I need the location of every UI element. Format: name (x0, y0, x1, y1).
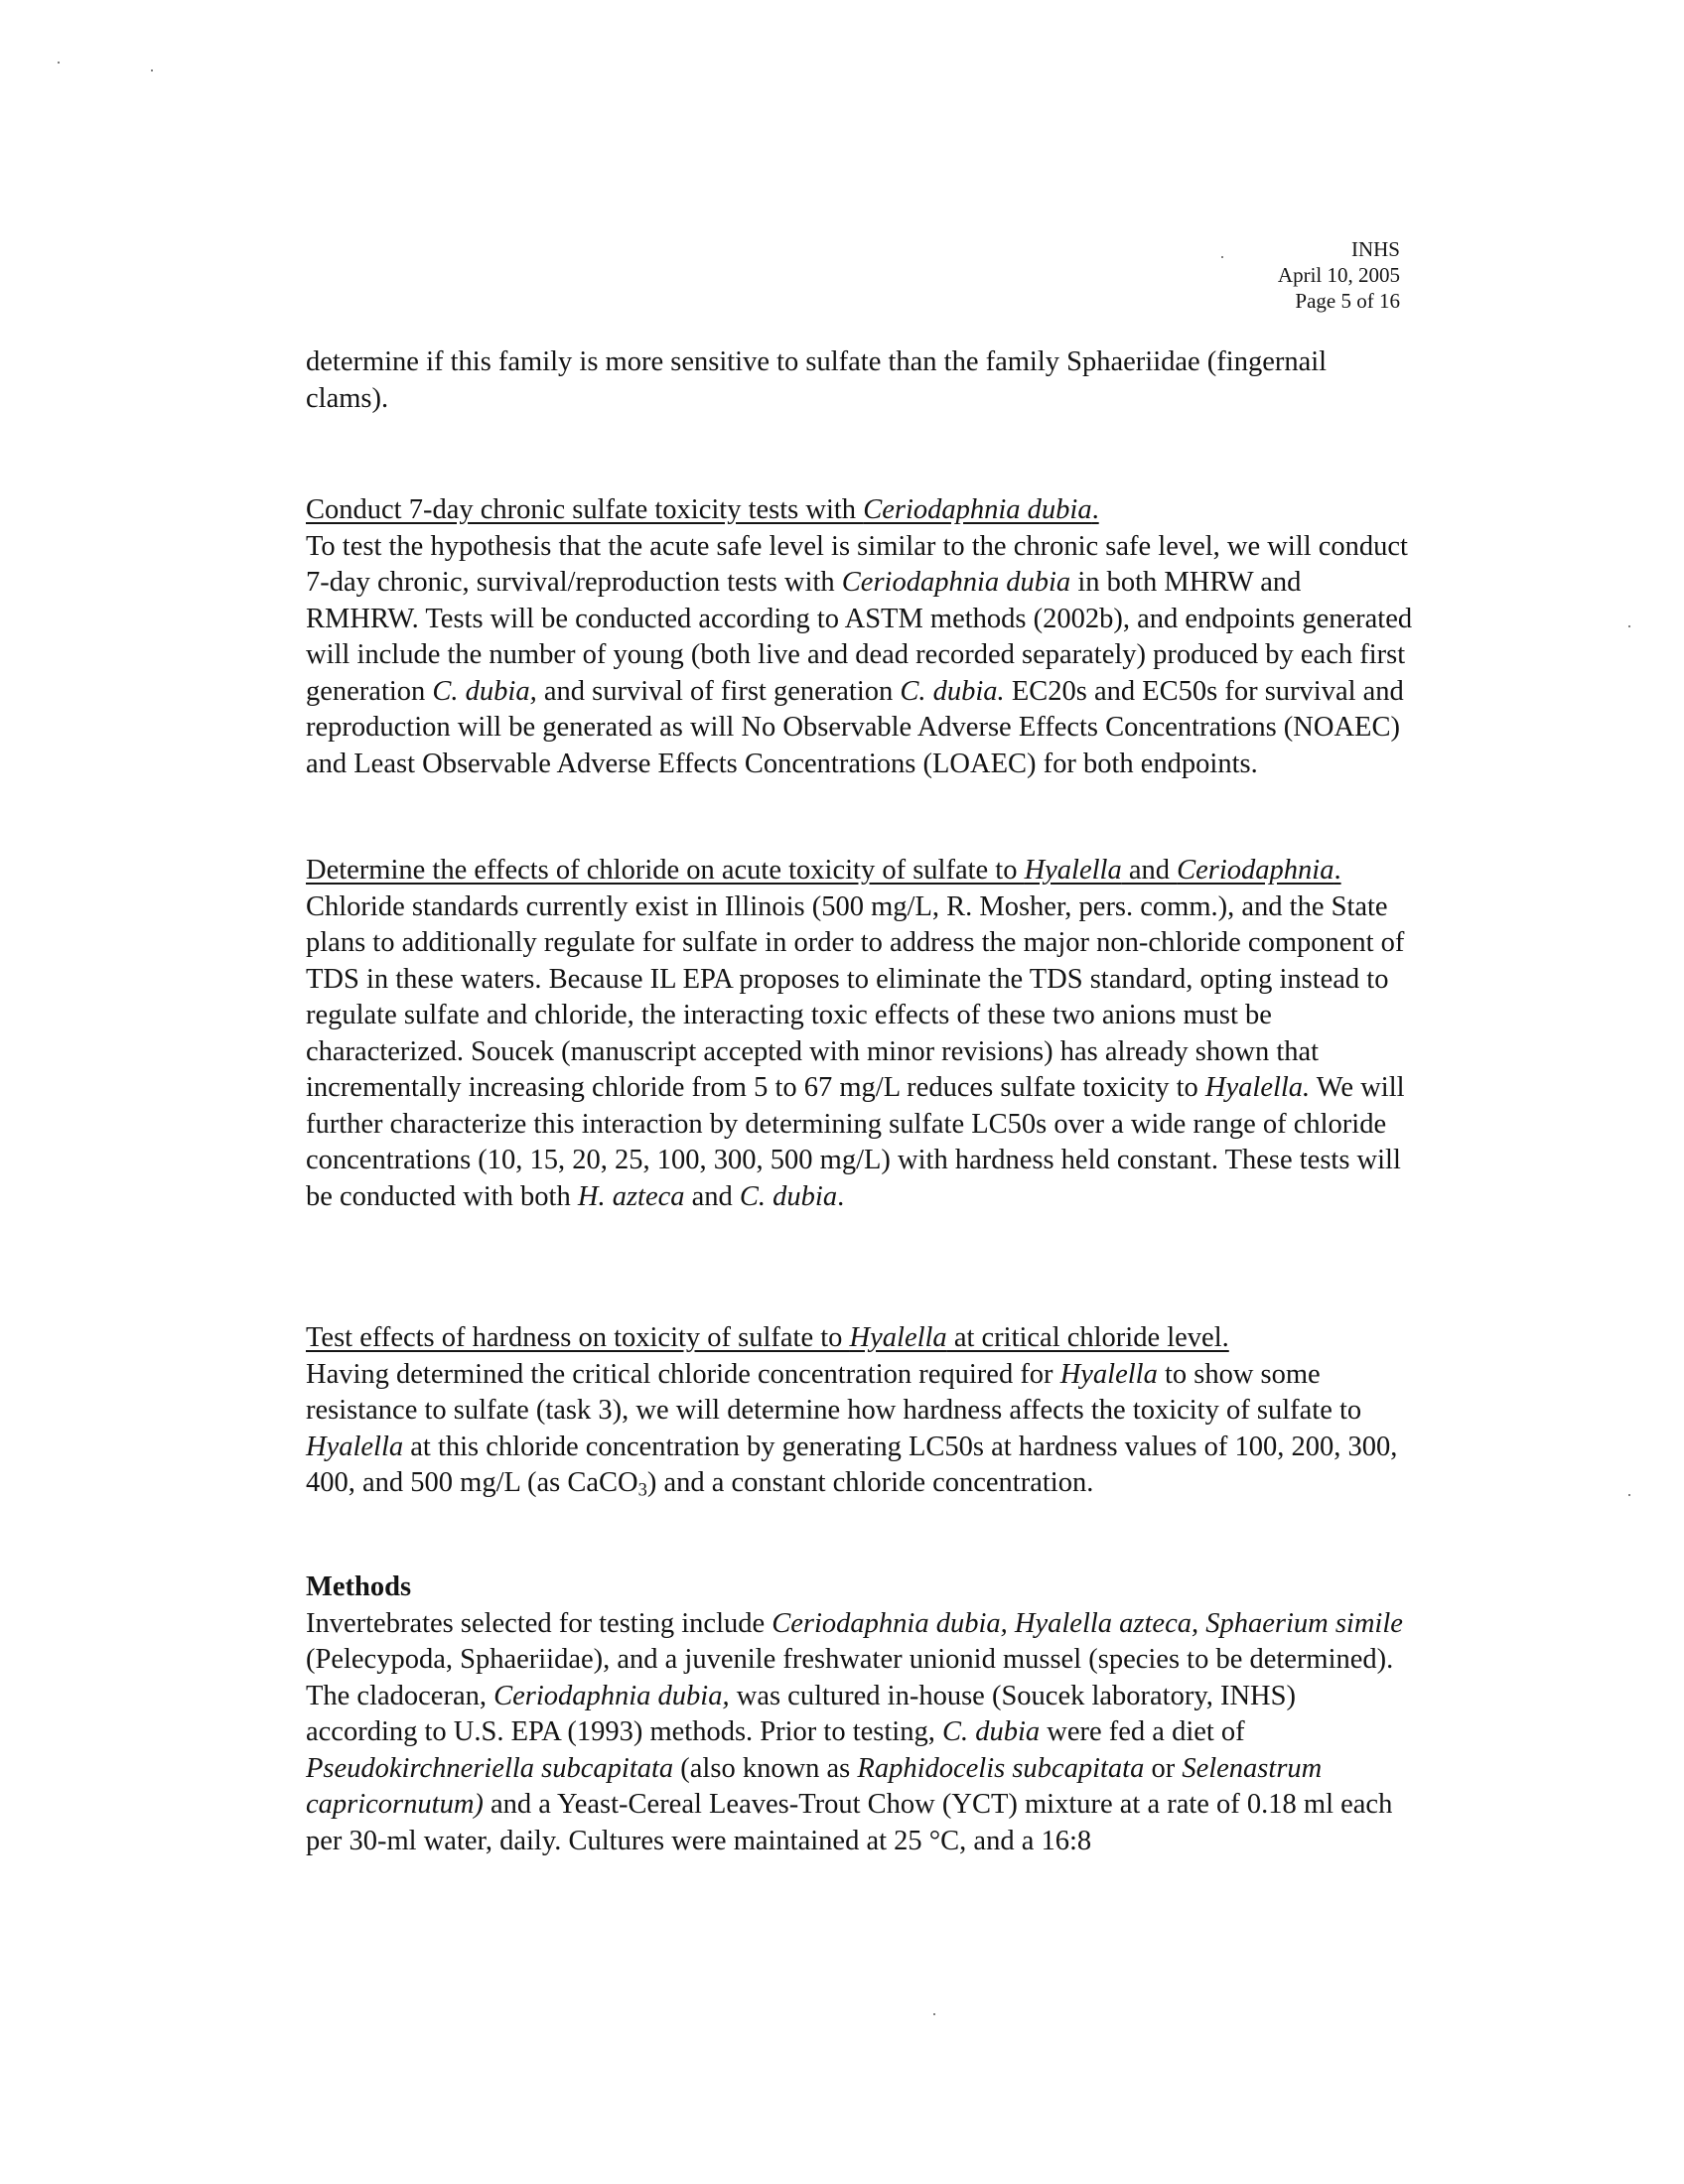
header-date: April 10, 2005 (1277, 263, 1400, 287)
title-text: and (1121, 855, 1178, 886)
species-name: Ceriodaphnia dubia (841, 567, 1071, 598)
species-name: Ceriodaphnia dubia, Hyalella azteca, Sphaerium simile (772, 1607, 1403, 1639)
body-text: Having determined the critical chloride concentration required for (306, 1358, 1060, 1390)
body-text: and a Yeast-Cereal Leaves-Trout Chow (YCT) mixture at a rate of 0.18 ml each per 30-ml water, daily. Cultures were maintained at 25 °C, and a 16:8 (306, 1789, 1393, 1856)
body-text: . (837, 1180, 845, 1212)
body-text: at this chloride concentration by generating LC50s at hardness values of 100, 200, 300, 400, and 500 mg/L (as CaCO (306, 1431, 1398, 1498)
header-org: INHS (1350, 237, 1400, 261)
scan-speck (58, 62, 60, 64)
body-text: (also known as (673, 1752, 858, 1784)
section-methods (306, 1570, 1413, 1859)
species-name: H. azteca (577, 1180, 685, 1212)
scan-speck (1628, 625, 1630, 627)
body-text: to show some resistance to sulfate (task 3), we will determine how hardness affects the toxicity of sulfate to (306, 1358, 1362, 1426)
scan-speck (151, 69, 153, 71)
body-text: was cultured in-house (Soucek laboratory, INHS) according to U.S. EPA (1993) methods. Prior to testing, (306, 1680, 1296, 1747)
body-text: (Pelecypoda, Sphaeriidae), and a juvenile freshwater unionid mussel (species to be determined). The cladoceran, (306, 1644, 1394, 1711)
title-end: . (1091, 494, 1099, 525)
body-text: To test the hypothesis that the acute safe level is similar to the chronic safe level, we will conduct 7-day chronic, survival/reproduction tests with (306, 530, 1408, 598)
scan-speck (1221, 256, 1223, 258)
header-page-number: Page 5 of 16 (1295, 289, 1400, 313)
species-name: Hyalella (306, 1431, 404, 1462)
species-name: C. dubia (941, 1716, 1041, 1747)
title-end: at critical chloride level. (946, 1322, 1229, 1353)
title-text: Conduct 7-day chronic sulfate toxicity tests with (306, 494, 864, 525)
title-text: Test effects of hardness on toxicity of sulfate to (306, 1322, 850, 1353)
species-name: C. dubia (739, 1180, 838, 1212)
intro-text: determine if this family is more sensitive to sulfate than the family Sphaeriidae (fingernail clams). (306, 346, 1328, 414)
section-chronic-tests (306, 492, 1413, 782)
species-name: Selenastrum capricornutum) (306, 1752, 1323, 1820)
title-text: Determine the effects of chloride on acute toxicity of sulfate to (306, 855, 1025, 886)
body-text: We will further characterize this interaction by determining sulfate LC50s over a wide range of chloride concentrations (10, 15, 20, 25, 100, 300, 500 mg/L) with hardness held constant. These tests will be conducted with both (306, 1072, 1405, 1212)
title-species: Hyalella (1024, 855, 1122, 886)
section-hardness-effects (306, 1320, 1413, 1502)
section-title (306, 1320, 1413, 1357)
body-text: and survival of first generation (536, 675, 901, 707)
species-name: Raphidocelis subcapitata (857, 1752, 1145, 1784)
species-name: Pseudokirchneriella subcapitata (306, 1752, 674, 1784)
species-name: C. dubia. (900, 675, 1005, 707)
body-text: and (684, 1180, 740, 1212)
title-species: Hyalella (849, 1322, 947, 1353)
species-name: Ceriodaphnia dubia, (493, 1680, 730, 1711)
body-text: in both MHRW and RMHRW. Tests will be conducted according to ASTM methods (2002b), and endpoints generated will include the number of young (both live and dead recorded separately) produced by each first generation (306, 567, 1413, 707)
section-title (306, 492, 1413, 529)
subscript: 3 (637, 1479, 647, 1501)
species-name: Hyalella (1059, 1358, 1158, 1390)
body-text: Invertebrates selected for testing include (306, 1607, 772, 1639)
methods-heading: Methods (306, 1571, 412, 1602)
intro-paragraph (306, 344, 1413, 417)
section-title (306, 853, 1413, 889)
species-name: C. dubia, (432, 675, 537, 707)
body-text: were fed a diet of (1040, 1716, 1245, 1747)
section-body (306, 529, 1413, 783)
section-body (306, 1357, 1413, 1502)
scan-speck (1628, 1494, 1630, 1496)
title-species: Ceriodaphnia dubia (863, 494, 1092, 525)
body-text: or (1144, 1752, 1183, 1784)
methods-body (306, 1606, 1413, 1860)
body-text: EC20s and EC50s for survival and reproduction will be generated as will No Observable Adverse Effects Concentrations (NOAEC) and Least Observable Adverse Effects Concentrations (LOAEC) for both endpoints. (306, 675, 1404, 779)
title-species: Ceriodaphnia (1177, 855, 1334, 886)
scan-speck (933, 2013, 935, 2015)
title-end: . (1333, 855, 1341, 886)
body-text: ) and a constant chloride concentration. (646, 1467, 1094, 1498)
section-chloride-effects (306, 853, 1413, 1215)
section-body (306, 889, 1413, 1216)
body-text: Chloride standards currently exist in Illinois (500 mg/L, R. Mosher, pers. comm.), and the State plans to additionally regulate for sulfate in order to address the major non-chloride component of TDS in these waters. Because IL EPA proposes to eliminate the TDS standard, opting instead to regulate sulfate and chloride, the interacting toxic effects of these two anions must be characterized. Soucek (manuscript accepted with minor revisions) has already shown that incrementally increasing chloride from 5 to 67 mg/L reduces sulfate toxicity to (306, 890, 1405, 1103)
page-header (1278, 236, 1400, 314)
species-name: Hyalella. (1204, 1072, 1311, 1103)
